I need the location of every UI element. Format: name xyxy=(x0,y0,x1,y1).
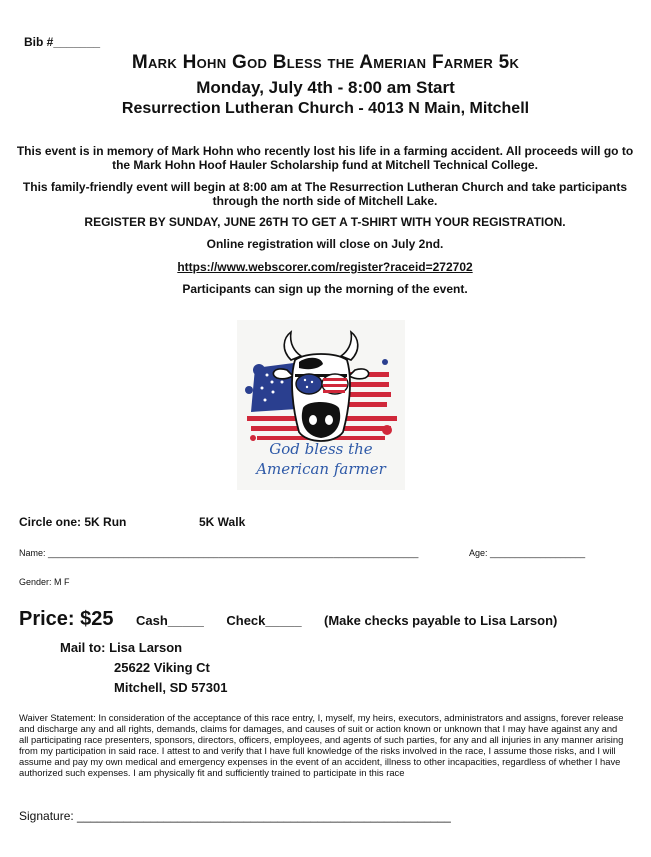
cash-field[interactable]: Cash_____ xyxy=(135,613,204,628)
mail-name: Lisa Larson xyxy=(109,640,183,655)
price-row xyxy=(19,608,557,631)
gender-field[interactable]: Gender: M F xyxy=(19,577,70,587)
mail-street: 25622 Viking Ct xyxy=(114,660,210,675)
age-field[interactable]: Age: ___________________ xyxy=(469,548,586,558)
check-field[interactable]: Check_____ xyxy=(226,613,302,628)
register-deadline: REGISTER BY SUNDAY, JUNE 26TH TO GET A T-SHIRT WITH YOUR REGISTRATION. xyxy=(84,215,566,229)
waiver-statement: Waiver Statement: In consideration of the acceptance of this race entry, I, myself, my heirs, executors, administrators and assigns, forever release and discharge any and all rights, demands, claims for damages, and causes of suit or action known or unknown that I may have against any and all participating race presenters, sponsors, directors, officers, employees, and agents of such parties, for any and all injuries in any manner arising from my participation in said race. I attest to and verify that I have full knowledge of the risks involved in the race, I assume those risks, and I will assume and pay my own medical and emergency expenses in the event of an accident, illness to other incapacities, regardless of whether I have authorized such expenses. I am physically fit and sufficiently trained to participate in this race xyxy=(19,712,624,778)
same-day-note: Participants can sign up the morning of the event. xyxy=(182,282,468,296)
logo-text-line1: God bless the xyxy=(269,440,373,458)
mail-to-label: Mail to: xyxy=(60,640,106,655)
price-label: Price: $25 xyxy=(19,608,114,630)
event-date: Monday, July 4th - 8:00 am Start xyxy=(196,78,455,97)
circle-one-walk[interactable]: 5K Walk xyxy=(199,515,246,529)
cow-flag-logo xyxy=(237,320,405,490)
cow-illustration xyxy=(237,320,405,490)
registration-link[interactable]: https://www.webscorer.com/register?raceid=272702 xyxy=(177,260,473,274)
bib-number: Bib #_______ xyxy=(24,35,101,49)
memorial-paragraph: This event is in memory of Mark Hohn who recently lost his life in a farming accident. All proceeds will go to the Mark Hohn Hoof Hauler Scholarship fund at Mitchell Technical College. xyxy=(16,144,634,172)
mail-city: Mitchell, SD 57301 xyxy=(114,680,228,695)
circle-one-run[interactable]: Circle one: 5K Run xyxy=(19,515,127,529)
event-title: Mark Hohn God Bless the Amerian Farmer 5k xyxy=(131,52,520,73)
mailing-address xyxy=(60,638,227,698)
event-location: Resurrection Lutheran Church - 4013 N Main, Mitchell xyxy=(121,100,530,117)
route-paragraph: This family-friendly event will begin at 8:00 am at The Resurrection Lutheran Church and take participants through the north side of Mitchell Lake. xyxy=(22,180,628,208)
logo-text-line2: American farmer xyxy=(256,460,386,478)
signature-field[interactable]: Signature: ________________________________________________________ xyxy=(19,809,451,823)
online-close-note: Online registration will close on July 2nd. xyxy=(206,237,444,251)
name-field[interactable]: Name: __________________________________________________________________________ xyxy=(19,548,419,558)
payable-note: (Make checks payable to Lisa Larson) xyxy=(324,613,558,628)
